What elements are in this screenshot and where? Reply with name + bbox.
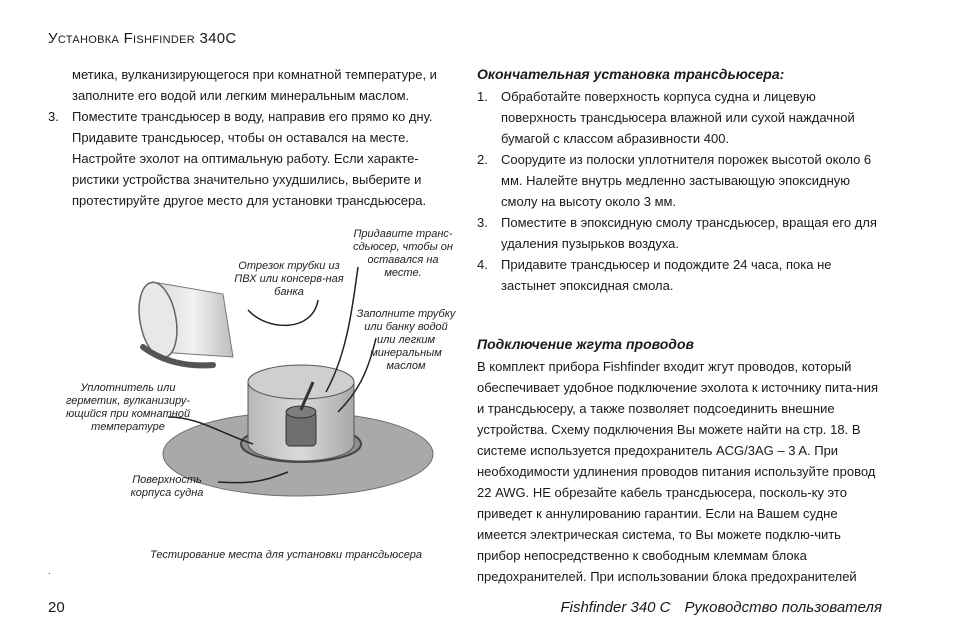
- harness-section: [477, 334, 887, 587]
- final-step-text: Соорудите из полоски уплотнителя порожек высотой около 6 мм. Налейте внутрь медленно застывающую эпоксидную смолу на высоту около 3 мм.: [501, 152, 872, 209]
- final-step: [477, 86, 887, 149]
- left-column: [48, 64, 458, 211]
- header-prefix: Установка: [48, 30, 124, 47]
- step-3-text: Поместите трансдьюсер в воду, направив его прямо ко дну. Придавите трансдьюсер, чтобы он оставался на месте. Настройте эхолот на оптимальную работу. Если характе-ристики устройства значительно ухудшились, выберите и протестируйте другое место для установки трансдьюсера.: [72, 109, 433, 208]
- callout-fill: Заполните трубку или банку водой или легким минеральным маслом: [356, 308, 456, 372]
- step-3-number: 3.: [48, 109, 59, 124]
- final-step: [477, 149, 887, 212]
- final-step-number: 4.: [477, 257, 488, 272]
- harness-text: В комплект прибора Fishfinder входит жгут проводов, который обеспечивает удобное подключение эхолота к источнику пита-ния и трансдьюсеру, а также позволяет подсоединить внешние устройства. Схему подключения Вы можете найти на стр. 18. В системе используется предохранитель ACG/3AG – 3 A. При необходимости удлинения проводов питания используйте провод 22 AWG. НЕ обрезайте кабель трансдьюсера, посколь-ку это приведет к аннулированию гарантии. Если на Вашем судне имеется электрическая система, то Вы можете подклю-чить прибор непосредственно к свободным клеммам блока предохранителей. При использовании блока предохранителей: [477, 359, 879, 584]
- callout-hull: Поверхность корпуса судна: [130, 474, 204, 499]
- final-step-number: 3.: [477, 215, 488, 230]
- callout-pipe: Отрезок трубки из ПВХ или консерв-ная банка: [234, 260, 344, 298]
- final-install-steps: [477, 86, 887, 296]
- stray-mark: .: [48, 566, 51, 577]
- final-step: [477, 254, 887, 296]
- footer-manual: Руководство пользователя: [684, 599, 882, 616]
- footer-product: Fishfinder 340 C: [560, 599, 671, 616]
- page-number: 20: [48, 599, 65, 616]
- callout-sealant: Уплотнитель или герметик, вулканизиру-ющийся при комнатной температуре: [65, 382, 191, 433]
- step-3: [48, 106, 458, 211]
- figure-caption: Тестирование места для установки трансдьюсера: [150, 549, 423, 561]
- final-step-number: 2.: [477, 152, 488, 167]
- final-step-text: Поместите в эпоксидную смолу трансдьюсер, вращая его для удаления пузырьков воздуха.: [501, 215, 877, 251]
- final-step-number: 1.: [477, 89, 488, 104]
- left-steps: [48, 106, 458, 211]
- final-step: [477, 212, 887, 254]
- right-column: [477, 64, 887, 296]
- pipe-container-rim: [248, 365, 354, 399]
- footer-title: [560, 599, 882, 616]
- leader-pipe: [248, 300, 318, 325]
- final-install-title: Окончательная установка трансдьюсера:: [477, 66, 785, 82]
- running-header: [48, 30, 237, 47]
- header-brand: Fishfinder: [123, 30, 196, 47]
- transducer-test-figure: [48, 222, 458, 542]
- harness-title: Подключение жгута проводов: [477, 336, 694, 352]
- callout-press: Придавите транс-сдьюсер, чтобы он оставался на месте.: [353, 228, 453, 279]
- final-step-text: Придавите трансдьюсер и подождите 24 часа, пока не застынет эпоксидная смола.: [501, 257, 832, 293]
- final-step-text: Обработайте поверхность корпуса судна и лицевую поверхность трансдьюсера влажной или сухой наждачной бумагой с классом абразивности 400.: [501, 89, 855, 146]
- header-model: 340C: [199, 30, 237, 47]
- continuation-text: метика, вулканизирующегося при комнатной температуре, и заполните его водой или легким минеральным маслом.: [72, 67, 437, 103]
